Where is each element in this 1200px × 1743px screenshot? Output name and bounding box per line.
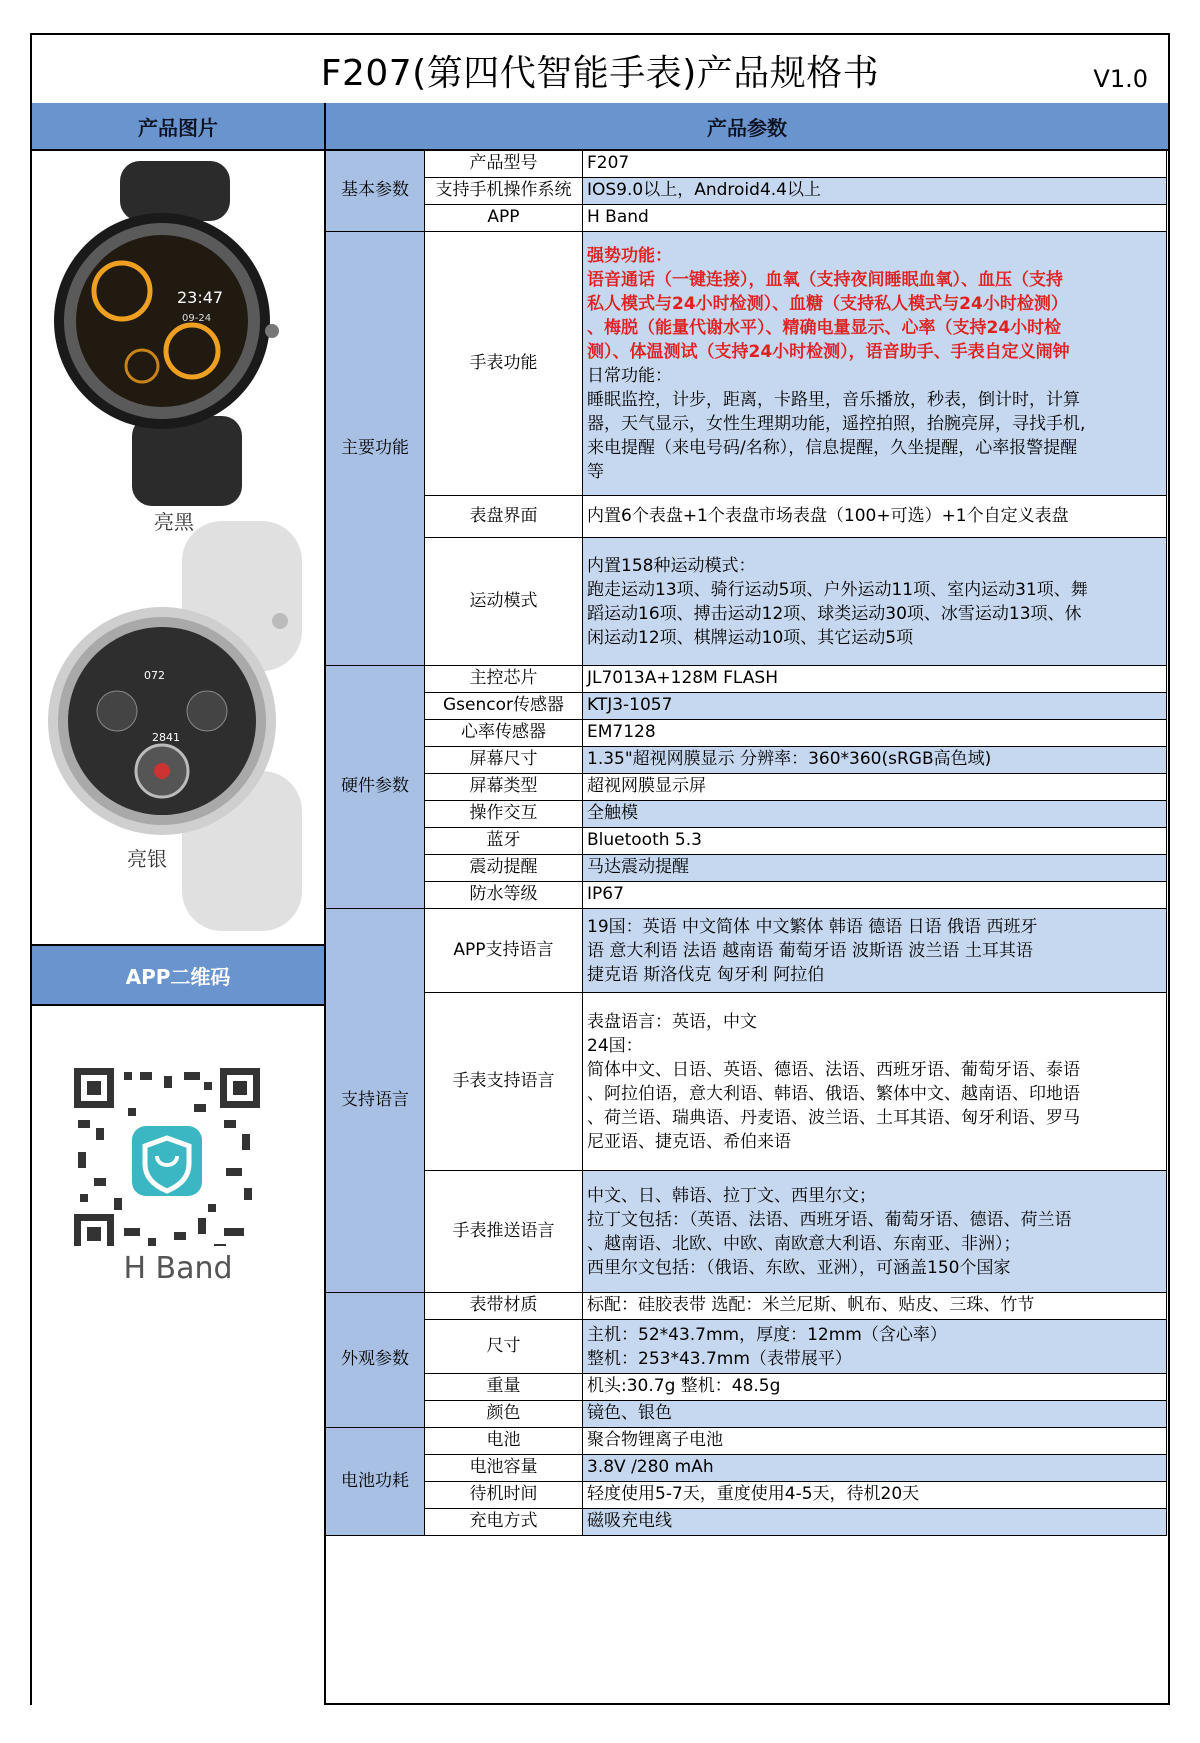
table-row — [326, 993, 1167, 1171]
row-value: 机头:30.7g 整机：48.5g — [583, 1374, 1167, 1401]
table-row — [326, 178, 1167, 205]
row-label: APP — [425, 205, 583, 232]
table-row — [326, 1374, 1167, 1401]
spec-table — [325, 150, 1167, 1536]
category-languages: 支持语言 — [326, 909, 425, 1293]
row-value: 镜色、银色 — [583, 1401, 1167, 1428]
row-label: 蓝牙 — [425, 828, 583, 855]
table-row — [326, 151, 1167, 178]
row-label: Gsencor传感器 — [425, 693, 583, 720]
black-watch-time: 23:47 — [177, 288, 224, 307]
row-label: 防水等级 — [425, 882, 583, 909]
row-label: 表盘界面 — [425, 496, 583, 538]
row-value: F207 — [583, 151, 1167, 178]
row-value: 内置6个表盘+1个表盘市场表盘（100+可选）+1个自定义表盘 — [583, 496, 1167, 538]
row-value: 超视网膜显示屏 — [583, 774, 1167, 801]
qr-caption: H Band — [123, 1251, 233, 1286]
table-row — [326, 855, 1167, 882]
table-row — [326, 205, 1167, 232]
category-battery: 电池功耗 — [326, 1428, 425, 1536]
black-watch-date: 09-24 — [182, 313, 212, 324]
silver-caption: 亮银 — [127, 847, 167, 871]
row-value: 聚合物锂离子电池 — [583, 1428, 1167, 1455]
table-row — [326, 693, 1167, 720]
row-value: KTJ3-1057 — [583, 693, 1167, 720]
row-label: APP支持语言 — [425, 909, 583, 993]
table-row — [326, 1320, 1167, 1374]
silver-watch-num: 2841 — [152, 731, 180, 744]
row-value: JL7013A+128M FLASH — [583, 666, 1167, 693]
row-label: 支持手机操作系统 — [425, 178, 583, 205]
title-bar — [32, 35, 1168, 105]
row-value: Bluetooth 5.3 — [583, 828, 1167, 855]
row-value: 1.35"超视网膜显示 分辨率：360*360(sRGB高色域) — [583, 747, 1167, 774]
row-value: IP67 — [583, 882, 1167, 909]
table-row — [326, 828, 1167, 855]
table-row — [326, 1401, 1167, 1428]
version-label: V1.0 — [1093, 65, 1148, 93]
row-label: 运动模式 — [425, 538, 583, 666]
table-row — [326, 496, 1167, 538]
row-label: 手表推送语言 — [425, 1171, 583, 1293]
row-value-watch-functions: 强势功能： 语音通话（一键连接），血氧（支持夜间睡眠血氧）、血压（支持 私人模式与24小时检测）、血糖（支持私人模式与24小时检测） 、梅脱（能量代谢水平）、精确电量显示、心率（支持24小时检 测）、体温测试（支持24小时检测），语音助手、手表自定义闹钟 日常功能： 睡眠监控，计步，距离，卡路里，音乐播放，秒表，倒计时，计算 器，天气显示，女性生理期功能，遥控拍照，抬腕亮屏，寻找手机, 来电提醒（来电号码/名称），信息提醒，久坐提醒，心率报警提醒 等 — [583, 232, 1167, 496]
page-title: F207(第四代智能手表)产品规格书 — [320, 53, 880, 94]
category-main-functions: 主要功能 — [326, 232, 425, 666]
row-value-watch-languages: 表盘语言：英语，中文 24国： 简体中文、日语、英语、德语、法语、西班牙语、葡萄牙语、泰语 、阿拉伯语，意大利语、韩语、俄语、繁体中文、越南语、印地语 、荷兰语、瑞典语、丹麦语、波兰语、土耳其语、匈牙利语、罗马 尼亚语、捷克语、希伯来语 — [583, 993, 1167, 1171]
row-label: 心率传感器 — [425, 720, 583, 747]
row-value: 标配：硅胶表带 选配：米兰尼斯、帆布、贴皮、三珠、竹节 — [583, 1293, 1167, 1320]
silver-watch-hr: 072 — [144, 669, 165, 682]
table-row — [326, 666, 1167, 693]
category-basic: 基本参数 — [326, 151, 425, 232]
row-label: 手表支持语言 — [425, 993, 583, 1171]
row-value-sport-modes: 内置158种运动模式： 跑走运动13项、骑行运动5项、户外运动11项、室内运动31项、舞 蹈运动16项、搏击运动12项、球类运动30项、冰雪运动13项、休 闲运动12项、棋牌运动10项、其它运动5项 — [583, 538, 1167, 666]
row-label: 屏幕类型 — [425, 774, 583, 801]
row-value: 3.8V /280 mAh — [583, 1455, 1167, 1482]
black-caption: 亮黑 — [154, 510, 194, 534]
black-watch-image — [54, 161, 279, 506]
row-value: EM7128 — [583, 720, 1167, 747]
table-row — [326, 801, 1167, 828]
row-label: 电池容量 — [425, 1455, 583, 1482]
row-value: 磁吸充电线 — [583, 1509, 1167, 1536]
qr-area — [32, 1006, 324, 1705]
row-label: 电池 — [425, 1428, 583, 1455]
row-label: 手表功能 — [425, 232, 583, 496]
header-product-params: 产品参数 — [326, 103, 1168, 151]
row-label: 操作交互 — [425, 801, 583, 828]
row-value: IOS9.0以上，Android4.4以上 — [583, 178, 1167, 205]
row-label: 产品型号 — [425, 151, 583, 178]
table-row — [326, 1293, 1167, 1320]
watch-illustrations — [32, 151, 324, 946]
row-value: 马达震动提醒 — [583, 855, 1167, 882]
table-row — [326, 1509, 1167, 1536]
row-label: 充电方式 — [425, 1509, 583, 1536]
row-value: 全触模 — [583, 801, 1167, 828]
table-row — [326, 1482, 1167, 1509]
app-qr-header: APP二维码 — [32, 946, 324, 1006]
product-images — [32, 151, 324, 946]
row-value-size: 主机：52*43.7mm，厚度：12mm（含心率） 整机：253*43.7mm（表带展平） — [583, 1320, 1167, 1374]
row-label: 待机时间 — [425, 1482, 583, 1509]
table-row — [326, 720, 1167, 747]
row-label: 重量 — [425, 1374, 583, 1401]
table-row — [326, 774, 1167, 801]
row-label: 尺寸 — [425, 1320, 583, 1374]
table-row — [326, 882, 1167, 909]
row-value: 轻度使用5-7天，重度使用4-5天，待机20天 — [583, 1482, 1167, 1509]
row-label: 屏幕尺寸 — [425, 747, 583, 774]
table-row — [326, 538, 1167, 666]
row-label: 震动提醒 — [425, 855, 583, 882]
category-appearance: 外观参数 — [326, 1293, 425, 1428]
table-row — [326, 1428, 1167, 1455]
row-value-app-languages: 19国：英语 中文简体 中文繁体 韩语 德语 日语 俄语 西班牙 语 意大利语 法语 越南语 葡萄牙语 波斯语 波兰语 土耳其语 捷克语 斯洛伐克 匈牙利 阿拉伯 — [583, 909, 1167, 993]
table-row — [326, 747, 1167, 774]
row-label: 表带材质 — [425, 1293, 583, 1320]
row-label: 颜色 — [425, 1401, 583, 1428]
table-row — [326, 909, 1167, 993]
table-row — [326, 1171, 1167, 1293]
header-product-image: 产品图片 — [32, 103, 324, 151]
row-value: H Band — [583, 205, 1167, 232]
table-row — [326, 232, 1167, 496]
category-hardware: 硬件参数 — [326, 666, 425, 909]
table-row — [326, 1455, 1167, 1482]
row-value-push-languages: 中文、日、韩语、拉丁文、西里尔文； 拉丁文包括：（英语、法语、西班牙语、葡萄牙语、德语、荷兰语 、越南语、北欧、中欧、南欧意大利语、东南亚、非洲）； 西里尔文包括：（俄语、东欧、亚洲），可涵盖150个国家 — [583, 1171, 1167, 1293]
silver-watch-image — [48, 521, 302, 931]
row-label: 主控芯片 — [425, 666, 583, 693]
qr-code — [32, 1006, 324, 1246]
